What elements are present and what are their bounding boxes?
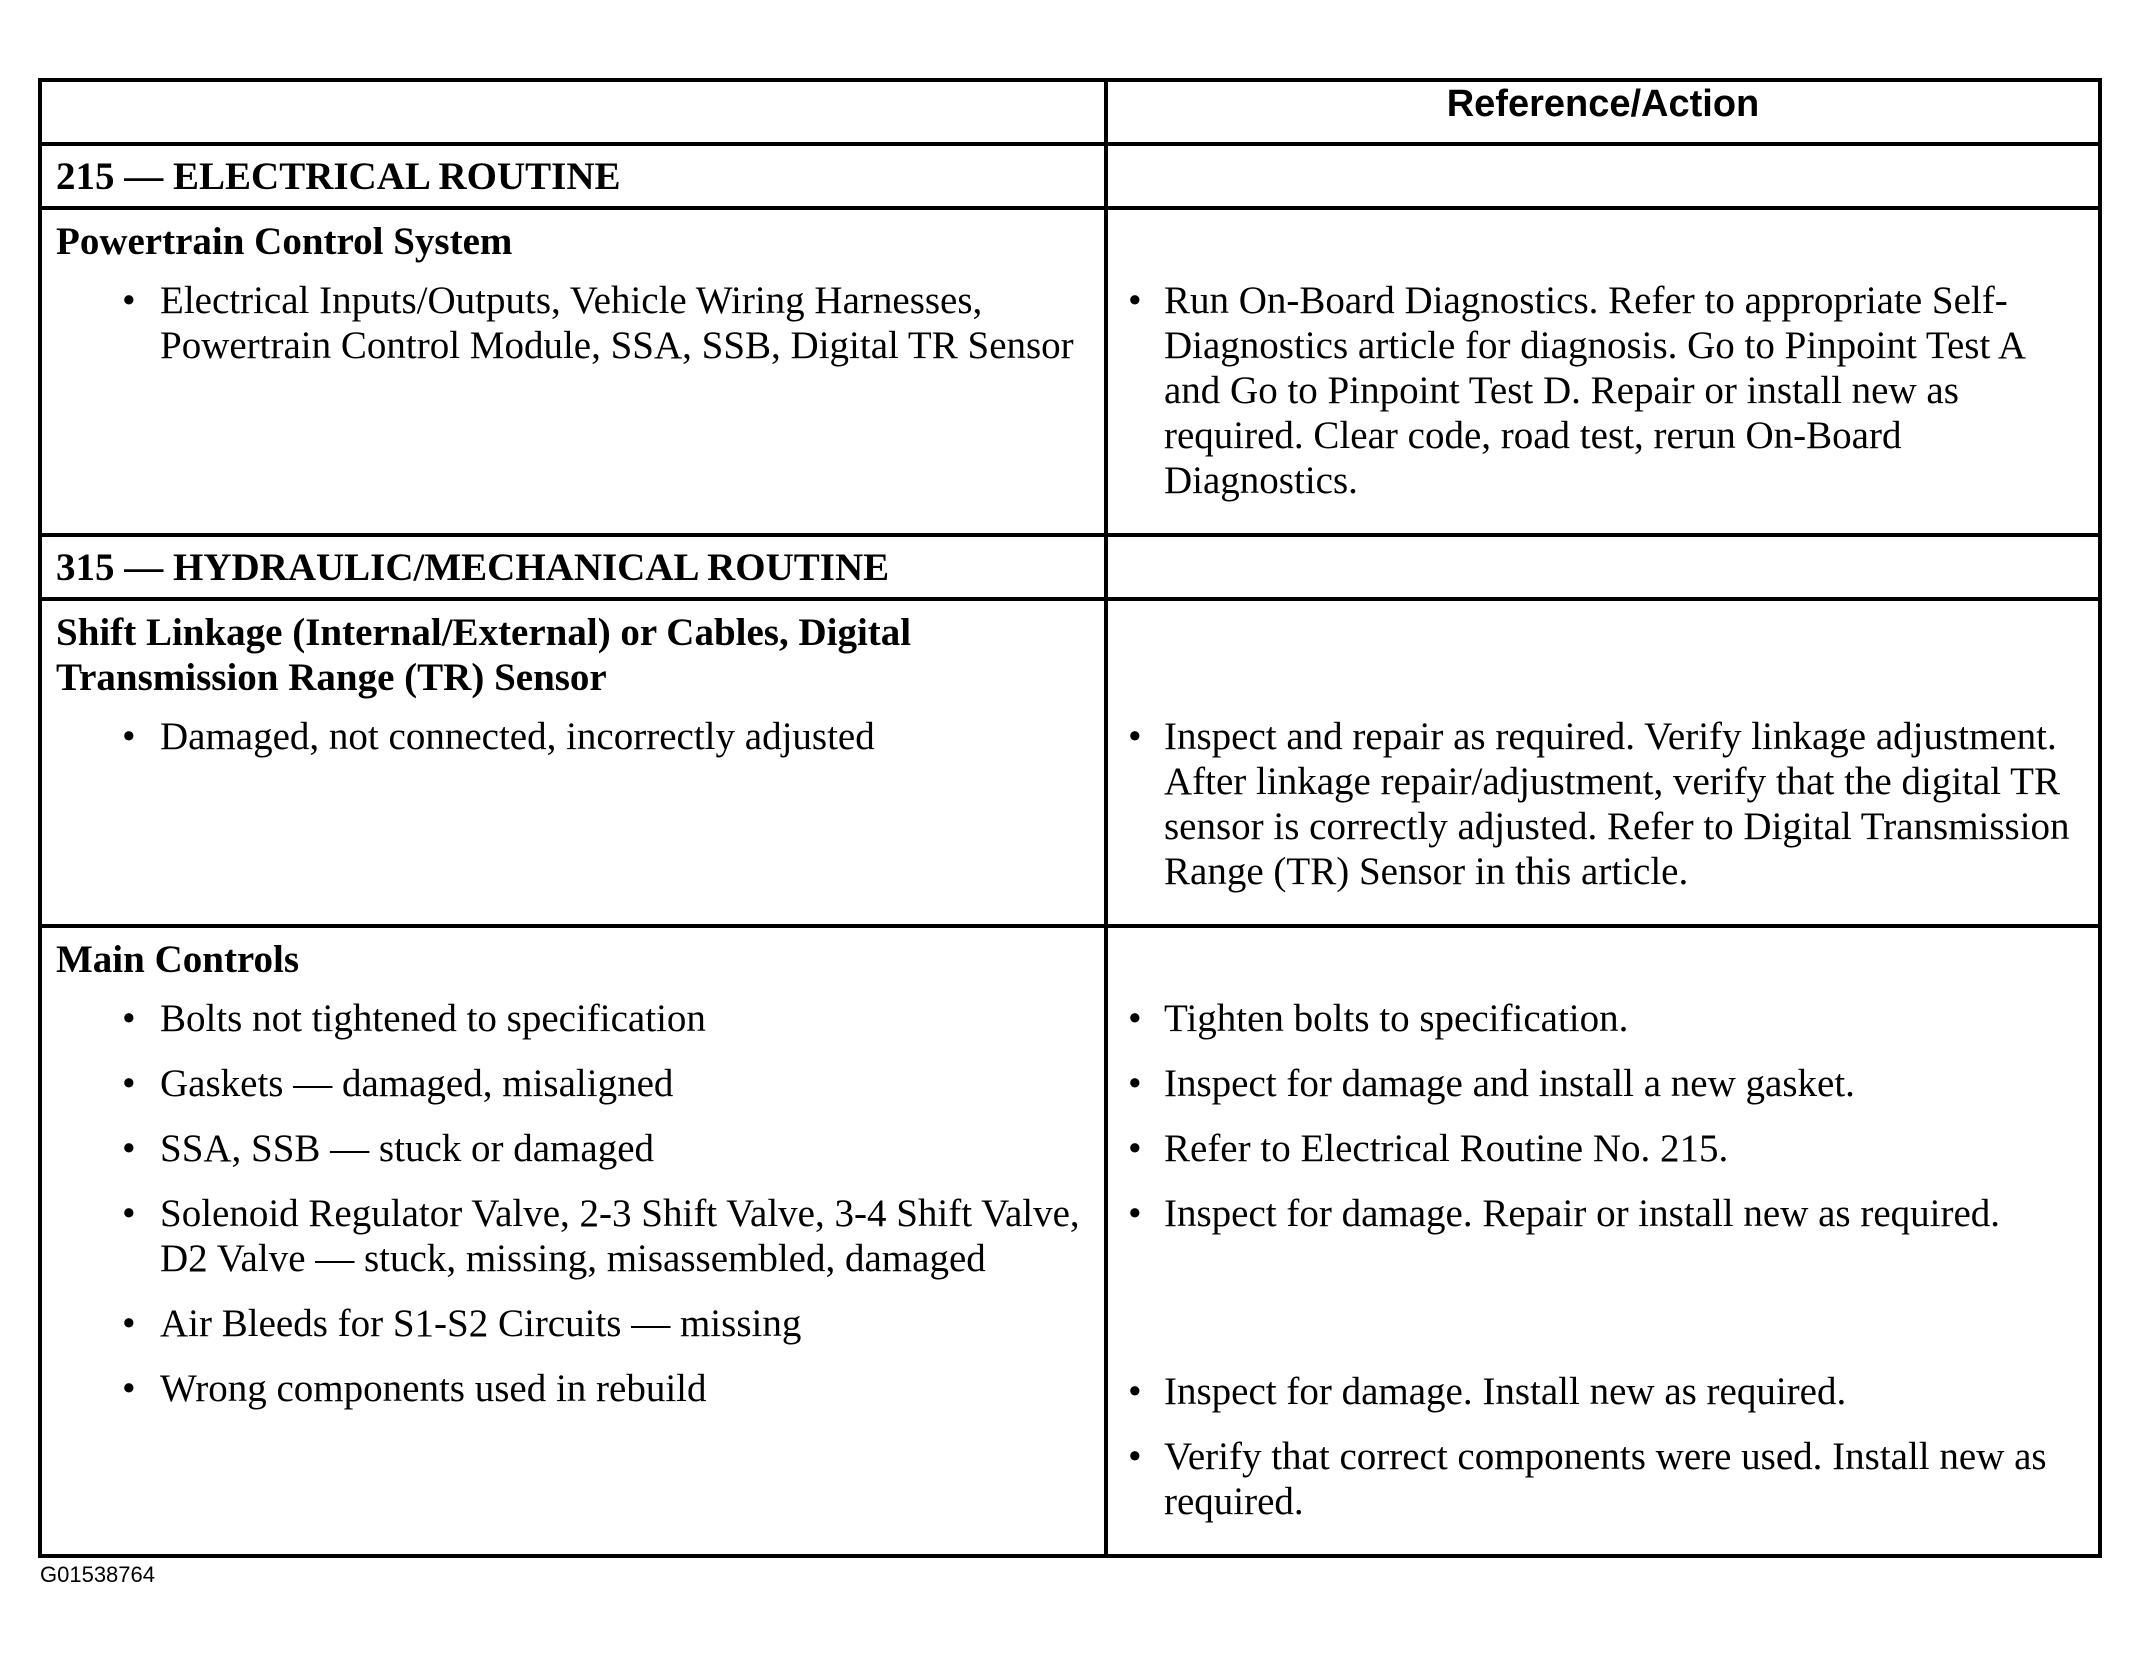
list-item	[1108, 1061, 2098, 1106]
action-text: Inspect for damage. Repair or install new as required.	[1164, 1192, 2001, 1235]
bullet-icon: •	[122, 997, 136, 1040]
list-item	[1108, 278, 2098, 503]
bullet-icon: •	[122, 1367, 136, 1410]
list-item	[1108, 996, 2098, 1041]
powertrain-action: Run On-Board Diagnostics. Refer to appropriate Self-Diagnostics article for diagnosis. Go to Pinpoint Test A and Go to Pinpoint Test D. Repair or install new as required. Clear code, road test, rerun On-Board Diagnostics.	[1164, 279, 2024, 502]
list-item	[42, 714, 1104, 759]
main-controls-condition-cell	[40, 926, 1106, 1556]
bullet-icon: •	[122, 1302, 136, 1345]
figure-id: G01538764	[40, 1562, 155, 1587]
list-item	[1108, 714, 2098, 894]
list-item	[42, 1126, 1104, 1171]
routine-215-row	[40, 144, 2100, 208]
bullet-icon: •	[1128, 1062, 1142, 1105]
list-item	[42, 1061, 1104, 1106]
routine-215-empty-cell	[1106, 144, 2100, 208]
action-text: Tighten bolts to specification.	[1164, 997, 1629, 1040]
bullet-icon: •	[122, 1127, 136, 1170]
action-text: Refer to Electrical Routine No. 215.	[1164, 1127, 1729, 1170]
main-controls-title: Main Controls	[56, 938, 300, 981]
header-row	[40, 80, 2100, 144]
routine-215-title: 215 — ELECTRICAL ROUTINE	[40, 144, 1106, 208]
powertrain-row	[40, 208, 2100, 535]
action-text: Inspect for damage. Install new as required.	[1164, 1370, 1847, 1413]
powertrain-action-cell	[1106, 208, 2100, 535]
powertrain-title: Powertrain Control System	[56, 220, 513, 263]
list-item	[1108, 1191, 2098, 1349]
condition-text: Wrong components used in rebuild	[160, 1367, 707, 1410]
condition-text: Bolts not tightened to specification	[160, 997, 706, 1040]
list-item	[1108, 1434, 2098, 1524]
header-reference-action: Reference/Action	[1106, 80, 2100, 144]
diagnostic-table	[38, 78, 2102, 1558]
bullet-icon: •	[122, 1192, 136, 1235]
routine-315-empty-cell	[1106, 535, 2100, 599]
bullet-icon: •	[122, 715, 136, 758]
bullet-icon: •	[1128, 1435, 1142, 1478]
linkage-row	[40, 599, 2100, 926]
main-controls-action-cell	[1106, 926, 2100, 1556]
main-controls-row	[40, 926, 2100, 1556]
bullet-icon: •	[122, 1062, 136, 1105]
bullet-icon: •	[1128, 1370, 1142, 1413]
list-item	[42, 1366, 1104, 1411]
routine-315-row	[40, 535, 2100, 599]
bullet-icon: •	[1128, 279, 1142, 322]
condition-text: Solenoid Regulator Valve, 2-3 Shift Valve, 3-4 Shift Valve, D2 Valve — stuck, missing, misassembled, damaged	[160, 1192, 1080, 1280]
bullet-icon: •	[122, 279, 136, 322]
routine-315-title: 315 — HYDRAULIC/MECHANICAL ROUTINE	[40, 535, 1106, 599]
action-text: Inspect for damage and install a new gasket.	[1164, 1062, 1855, 1105]
linkage-action: Inspect and repair as required. Verify linkage adjustment. After linkage repair/adjustment, verify that the digital TR sensor is correctly adjusted. Refer to Digital Transmission Range (TR) Sensor in this article.	[1164, 715, 2070, 893]
list-item	[42, 1191, 1104, 1281]
list-item	[42, 996, 1104, 1041]
condition-text: Air Bleeds for S1-S2 Circuits — missing	[160, 1302, 802, 1345]
bullet-icon: •	[1128, 997, 1142, 1040]
list-item	[42, 278, 1104, 368]
powertrain-condition: Electrical Inputs/Outputs, Vehicle Wiring Harnesses, Powertrain Control Module, SSA, SSB, Digital TR Sensor	[160, 279, 1074, 367]
list-item	[1108, 1369, 2098, 1414]
linkage-title: Shift Linkage (Internal/External) or Cables, Digital Transmission Range (TR) Sensor	[56, 611, 912, 699]
linkage-condition-cell	[40, 599, 1106, 926]
list-item	[42, 1301, 1104, 1346]
linkage-action-cell	[1106, 599, 2100, 926]
condition-text: SSA, SSB — stuck or damaged	[160, 1127, 655, 1170]
condition-text: Gaskets — damaged, misaligned	[160, 1062, 674, 1105]
bullet-icon: •	[1128, 1192, 1142, 1235]
list-item	[1108, 1126, 2098, 1171]
header-empty-cell	[40, 80, 1106, 144]
linkage-condition: Damaged, not connected, incorrectly adjusted	[160, 715, 875, 758]
bullet-icon: •	[1128, 1127, 1142, 1170]
action-text: Verify that correct components were used. Install new as required.	[1164, 1435, 2047, 1523]
bullet-icon: •	[1128, 715, 1142, 758]
powertrain-condition-cell	[40, 208, 1106, 535]
